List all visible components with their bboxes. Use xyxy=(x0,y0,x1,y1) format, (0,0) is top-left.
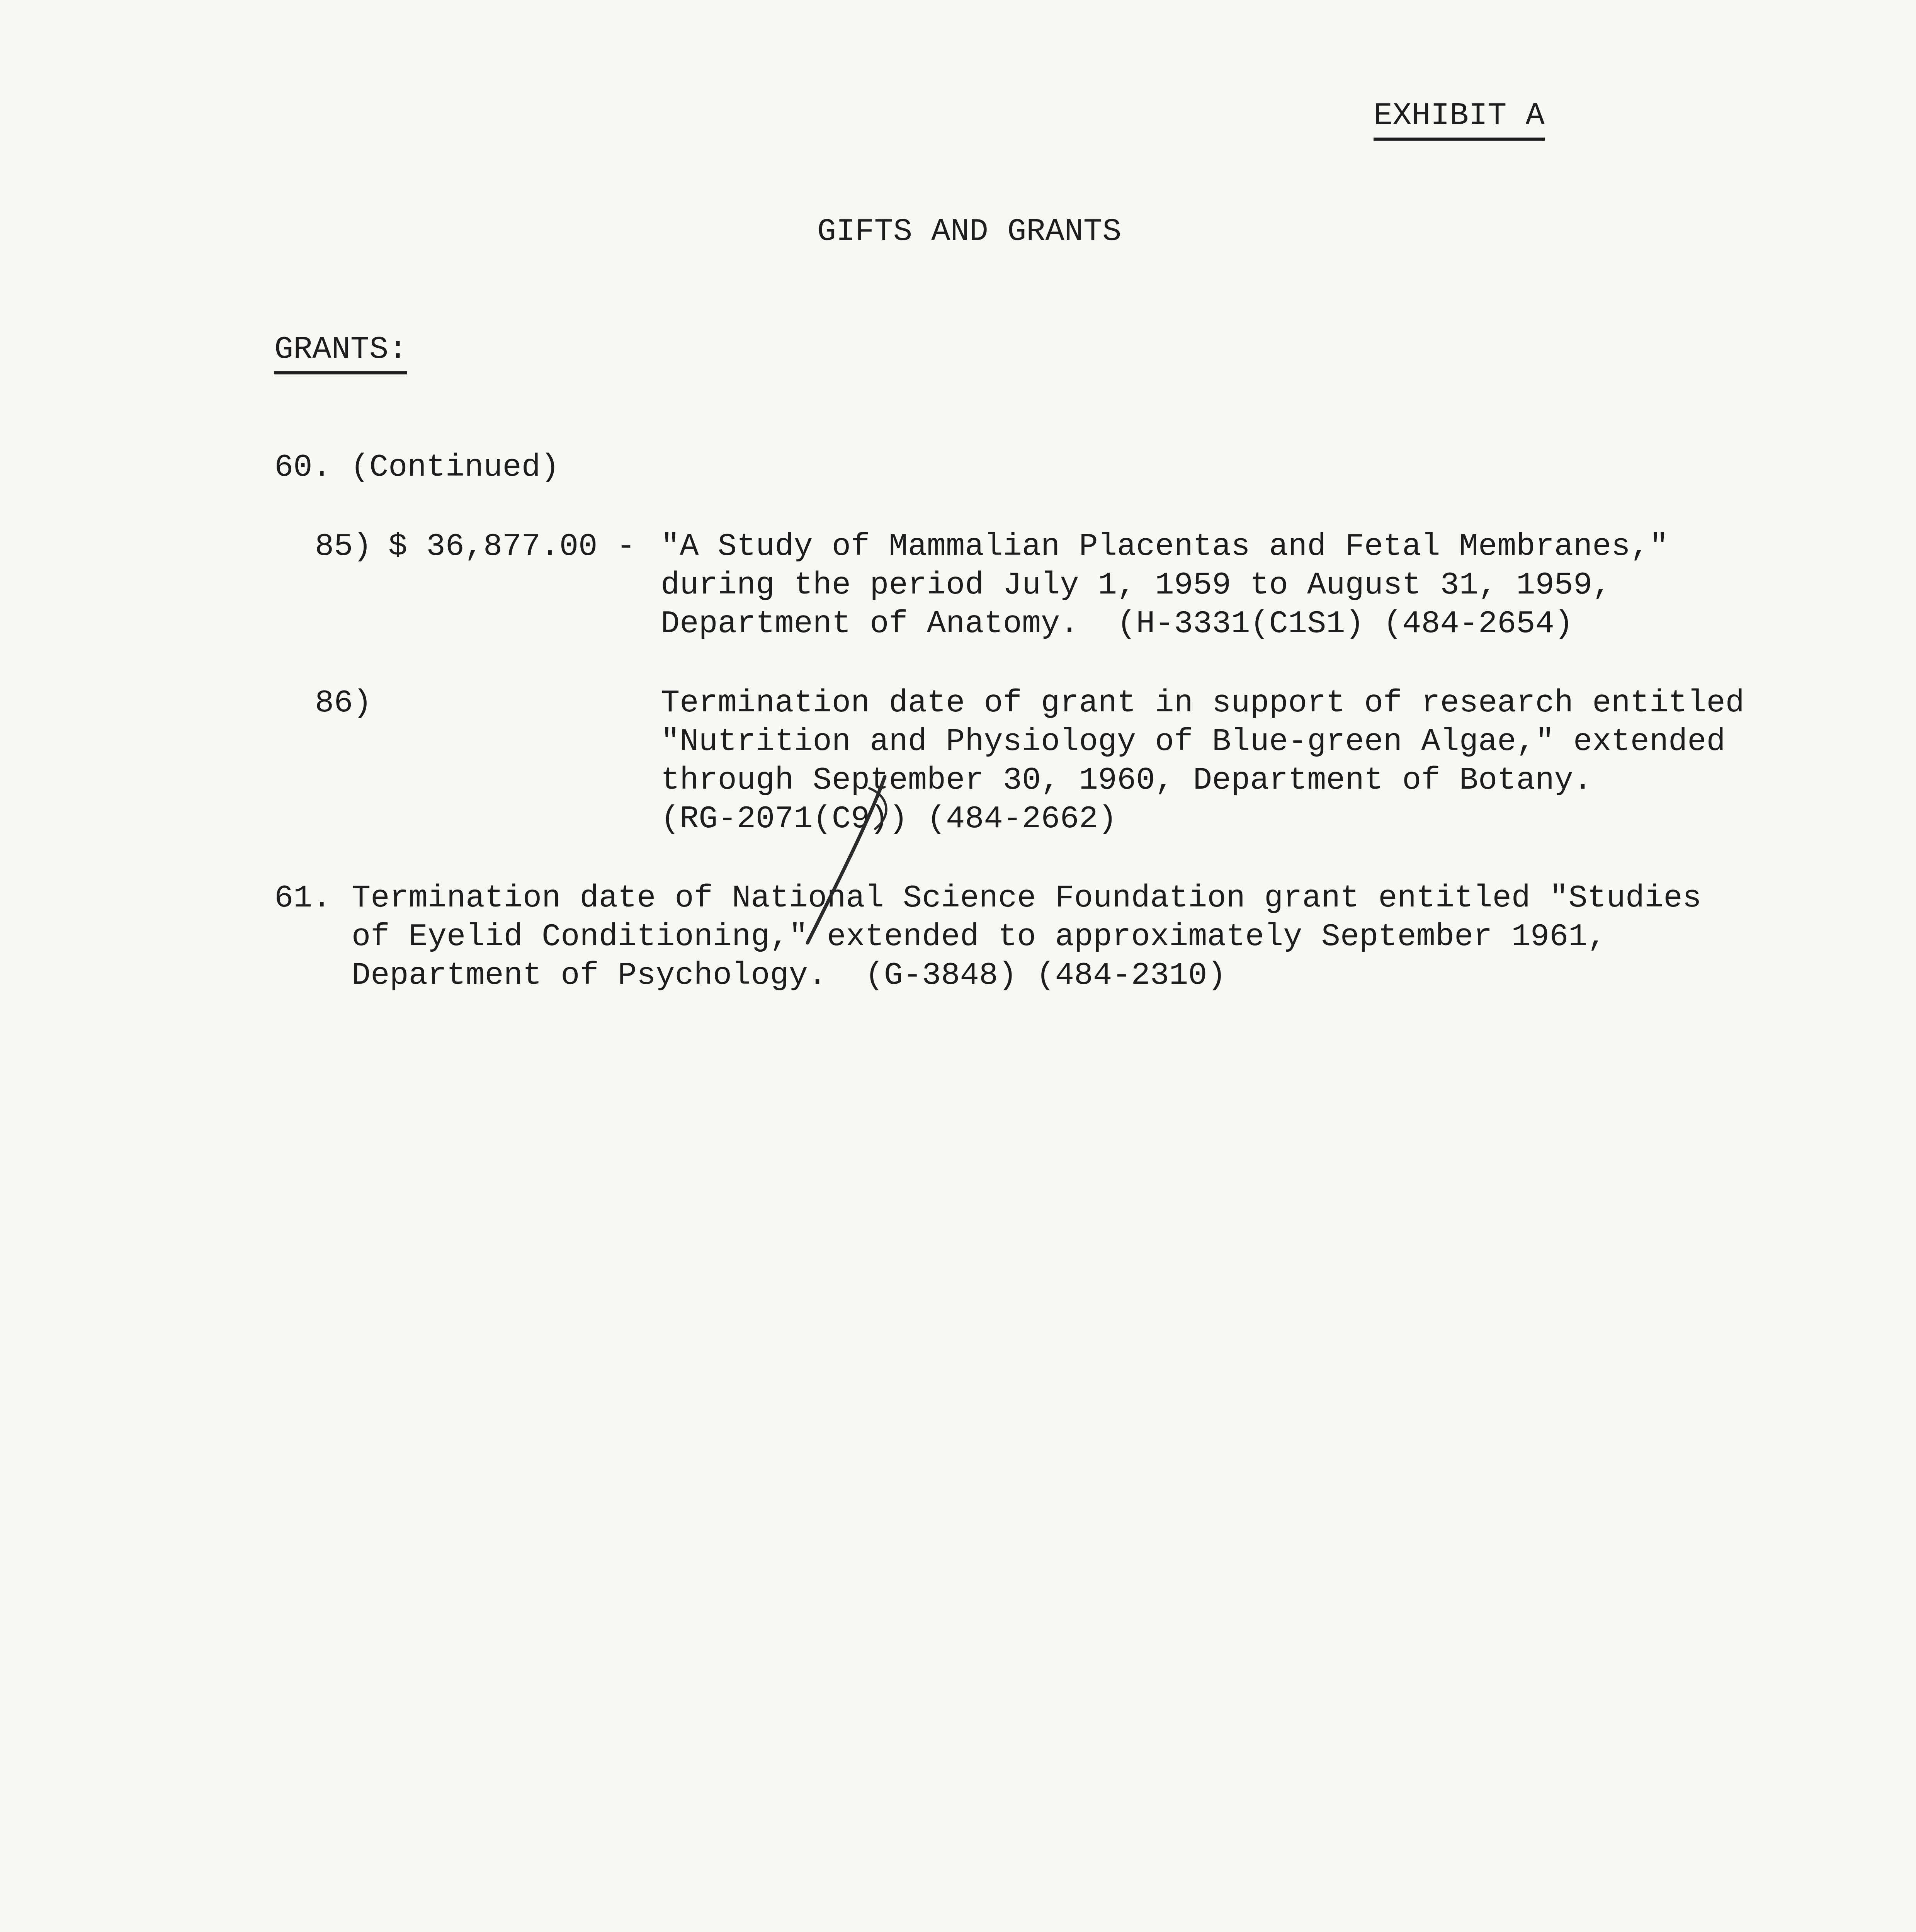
item-86-number: 86) xyxy=(315,685,372,721)
item-61-line: of Eyelid Conditioning," extended to approximately September 1961, xyxy=(352,919,1607,955)
document-title: GIFTS AND GRANTS xyxy=(817,214,1122,250)
item-86-line: "Nutrition and Physiology of Blue-green Algae," extended xyxy=(661,724,1726,760)
item-61-line: Termination date of National Science Foundation grant entitled "Studies xyxy=(352,880,1702,916)
item-85-line: "A Study of Mammalian Placentas and Fetal Membranes," xyxy=(661,529,1669,565)
item-86-line: Termination date of grant in support of research entitled xyxy=(661,685,1744,721)
section-heading: GRANTS: xyxy=(274,330,407,374)
item-85-line: during the period July 1, 1959 to August 31, 1959, xyxy=(661,567,1612,603)
item-85-line: Department of Anatomy. (H-3331(C1S1) (484-2654) xyxy=(661,606,1573,642)
item-86-line: (RG-2071(C9)) (484-2662) xyxy=(661,801,1117,837)
item-61-line: Department of Psychology. (G-3848) (484-2310) xyxy=(352,957,1226,993)
exhibit-label: EXHIBIT A xyxy=(1374,97,1545,141)
item-61-number: 61. xyxy=(274,880,332,916)
item-86-line: through September 30, 1960, Department of Botany. xyxy=(661,762,1593,798)
item-60-heading: 60. (Continued) xyxy=(274,449,560,485)
item-85-number: 85) xyxy=(315,529,372,565)
item-85-amount: $ 36,877.00 - xyxy=(388,529,636,565)
